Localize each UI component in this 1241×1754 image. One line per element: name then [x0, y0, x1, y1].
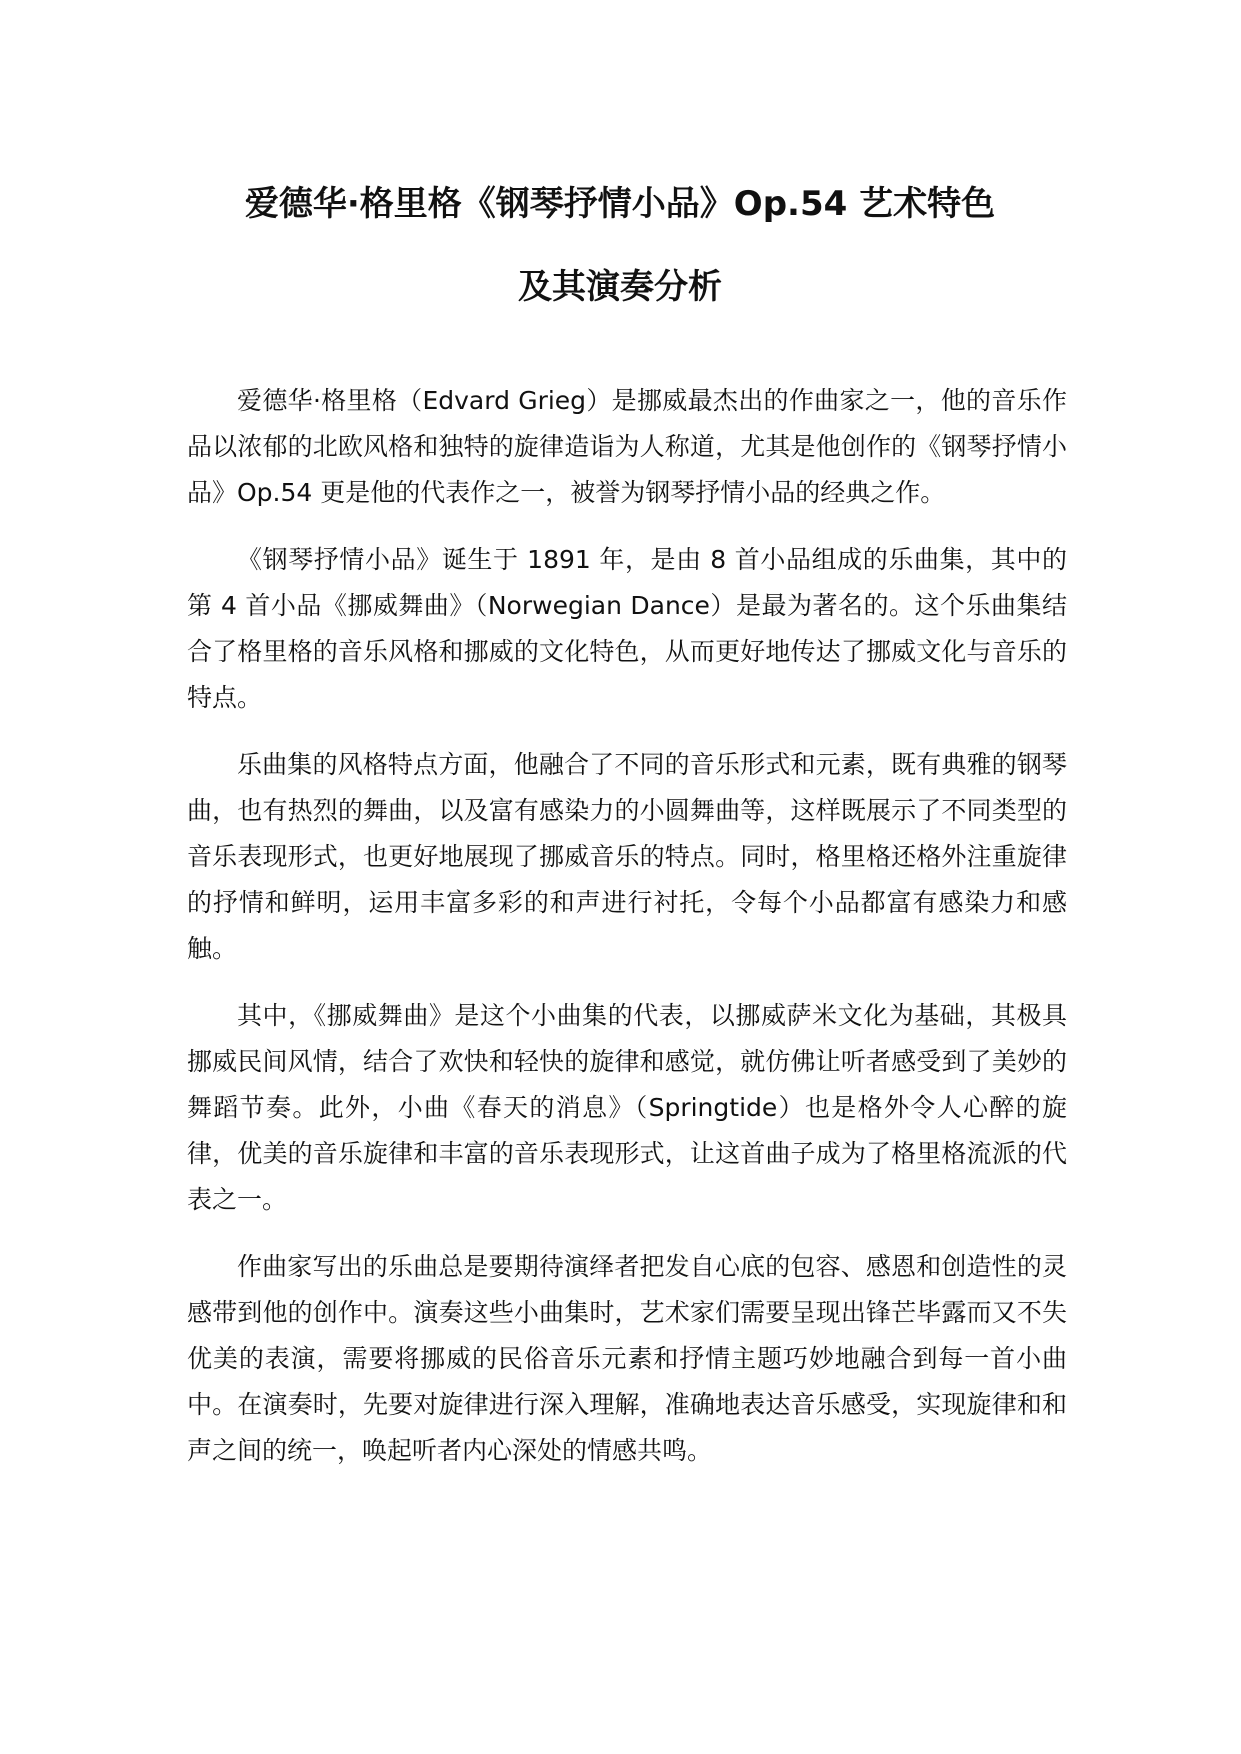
paragraph-1: 爱德华·格里格（Edvard Grieg）是挪威最杰出的作曲家之一，他的音乐作品以浓郁的北欧风格和独特的旋律造诣为人称道，尤其是他创作的《钢琴抒情小品》Op.54 更是他的代表作之一，被誉为钢琴抒情小品的经典之作。 [187, 386, 1067, 507]
paragraph-2: 《钢琴抒情小品》诞生于 1891 年，是由 8 首小品组成的乐曲集，其中的第 4 首小品《挪威舞曲》（Norwegian Dance）是最为著名的。这个乐曲集结合了格里格的音乐风格和挪威的文化特色，从而更好地传达了挪威文化与音乐的特点。 [187, 545, 1067, 712]
document-title-line-2: 及其演奏分析 [518, 267, 722, 307]
document-title-line-1: 爱德华·格里格《钢琴抒情小品》Op.54 艺术特色 [244, 184, 996, 224]
paragraph-3: 乐曲集的风格特点方面，他融合了不同的音乐形式和元素，既有典雅的钢琴曲，也有热烈的舞曲，以及富有感染力的小圆舞曲等，这样既展示了不同类型的音乐表现形式，也更好地展现了挪威音乐的特点。同时，格里格还格外注重旋律的抒情和鲜明，运用丰富多彩的和声进行衬托，令每个小品都富有感染力和感触。 [187, 750, 1067, 963]
document-body [187, 378, 1067, 1495]
paragraph-5: 作曲家写出的乐曲总是要期待演绎者把发自心底的包容、感恩和创造性的灵感带到他的创作中。演奏这些小曲集时，艺术家们需要呈现出锋芒毕露而又不失优美的表演，需要将挪威的民俗音乐元素和抒情主题巧妙地融合到每一首小曲中。在演奏时，先要对旋律进行深入理解，准确地表达音乐感受，实现旋律和和声之间的统一，唤起听者内心深处的情感共鸣。 [187, 1252, 1067, 1465]
paragraph-4: 其中，《挪威舞曲》是这个小曲集的代表，以挪威萨米文化为基础，其极具挪威民间风情，结合了欢快和轻快的旋律和感觉，就仿佛让听者感受到了美妙的舞蹈节奏。此外，小曲《春天的消息》（Springtide）也是格外令人心醉的旋律，优美的音乐旋律和丰富的音乐表现形式，让这首曲子成为了格里格流派的代表之一。 [187, 1001, 1067, 1214]
